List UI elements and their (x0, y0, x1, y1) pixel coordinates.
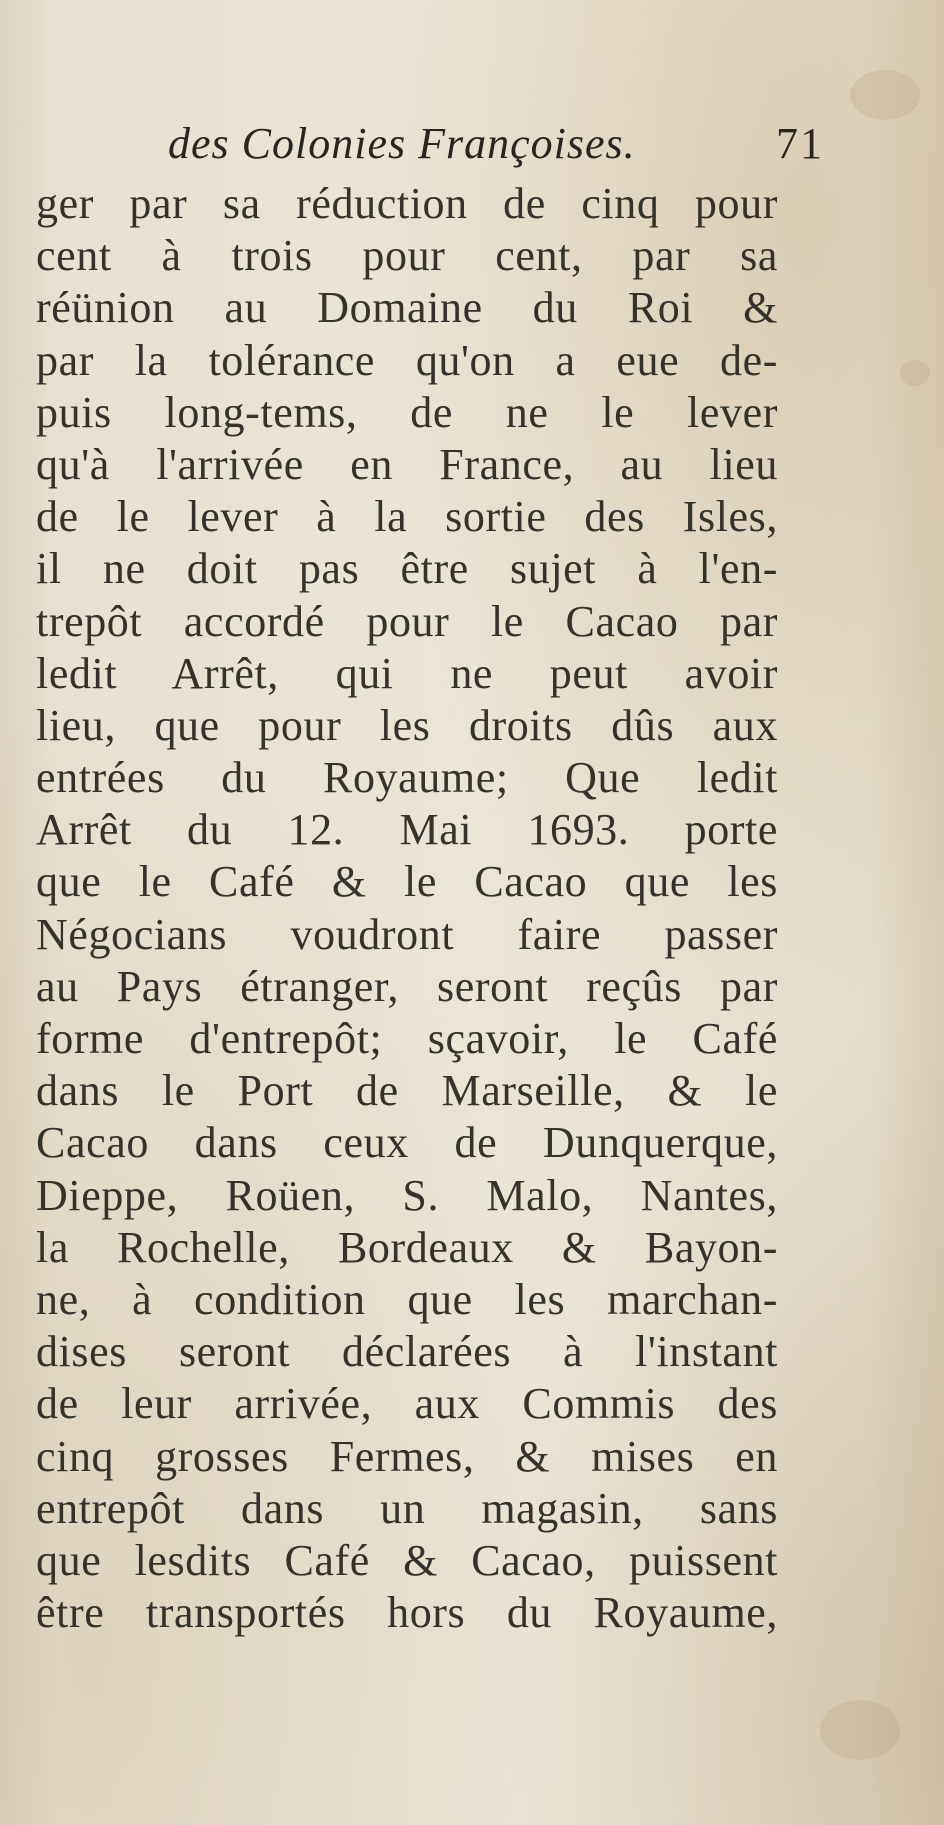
text-line: entrepôt dans un magasin, sans (36, 1483, 778, 1533)
body-text (36, 178, 778, 1639)
page-number: 71 (776, 119, 824, 168)
text-line: être transportés hors du Royaume, (36, 1588, 778, 1638)
text-line: ledit Arrêt, qui ne peut avoir (36, 648, 778, 698)
text-line: la Rochelle, Bordeaux & Bayon- (36, 1222, 778, 1272)
text-line: Cacao dans ceux de Dunquerque, (36, 1118, 778, 1168)
text-line: trepôt accordé pour le Cacao par (36, 596, 778, 646)
text-line: il ne doit pas être sujet à l'en- (36, 544, 778, 594)
text-line: Arrêt du 12. Mai 1693. porte (36, 805, 778, 855)
text-line: que le Café & le Cacao que les (36, 857, 778, 907)
text-line: de le lever à la sortie des Isles, (36, 492, 778, 542)
text-line: puis long-tems, de ne le lever (36, 387, 778, 437)
text-line: cent à trois pour cent, par sa (36, 231, 778, 281)
text-line: forme d'entrepôt; sçavoir, le Café (36, 1014, 778, 1063)
text-line: dans le Port de Marseille, & le (36, 1066, 778, 1116)
text-line: dises seront déclarées à l'instant (36, 1327, 778, 1377)
text-line: Dieppe, Roüen, S. Malo, Nantes, (36, 1170, 778, 1220)
paper-stain (900, 360, 930, 386)
paper-stain (820, 1700, 900, 1760)
text-line: cinq grosses Fermes, & mises en (36, 1431, 778, 1481)
text-line: lieu, que pour les droits dûs aux (36, 700, 778, 750)
text-line: réünion au Domaine du Roi & (36, 283, 778, 333)
running-title: des Colonies Françoises. (168, 119, 636, 168)
text-line: au Pays étranger, seront reçûs par (36, 961, 778, 1011)
text-line: Négocians voudront faire passer (36, 909, 778, 959)
page-header (168, 118, 824, 178)
text-line: ger par sa réduction de cinq pour (36, 179, 778, 228)
text-line: par la tolérance qu'on a eue de- (36, 335, 778, 385)
text-line: ne, à condition que les marchan- (36, 1274, 778, 1324)
text-line: de leur arrivée, aux Commis des (36, 1379, 778, 1429)
text-line: que lesdits Café & Cacao, puissent (36, 1535, 778, 1585)
text-line: qu'à l'arrivée en France, au lieu (36, 439, 778, 489)
text-line: entrées du Royaume; Que ledit (36, 753, 778, 803)
paper-stain (850, 70, 920, 120)
